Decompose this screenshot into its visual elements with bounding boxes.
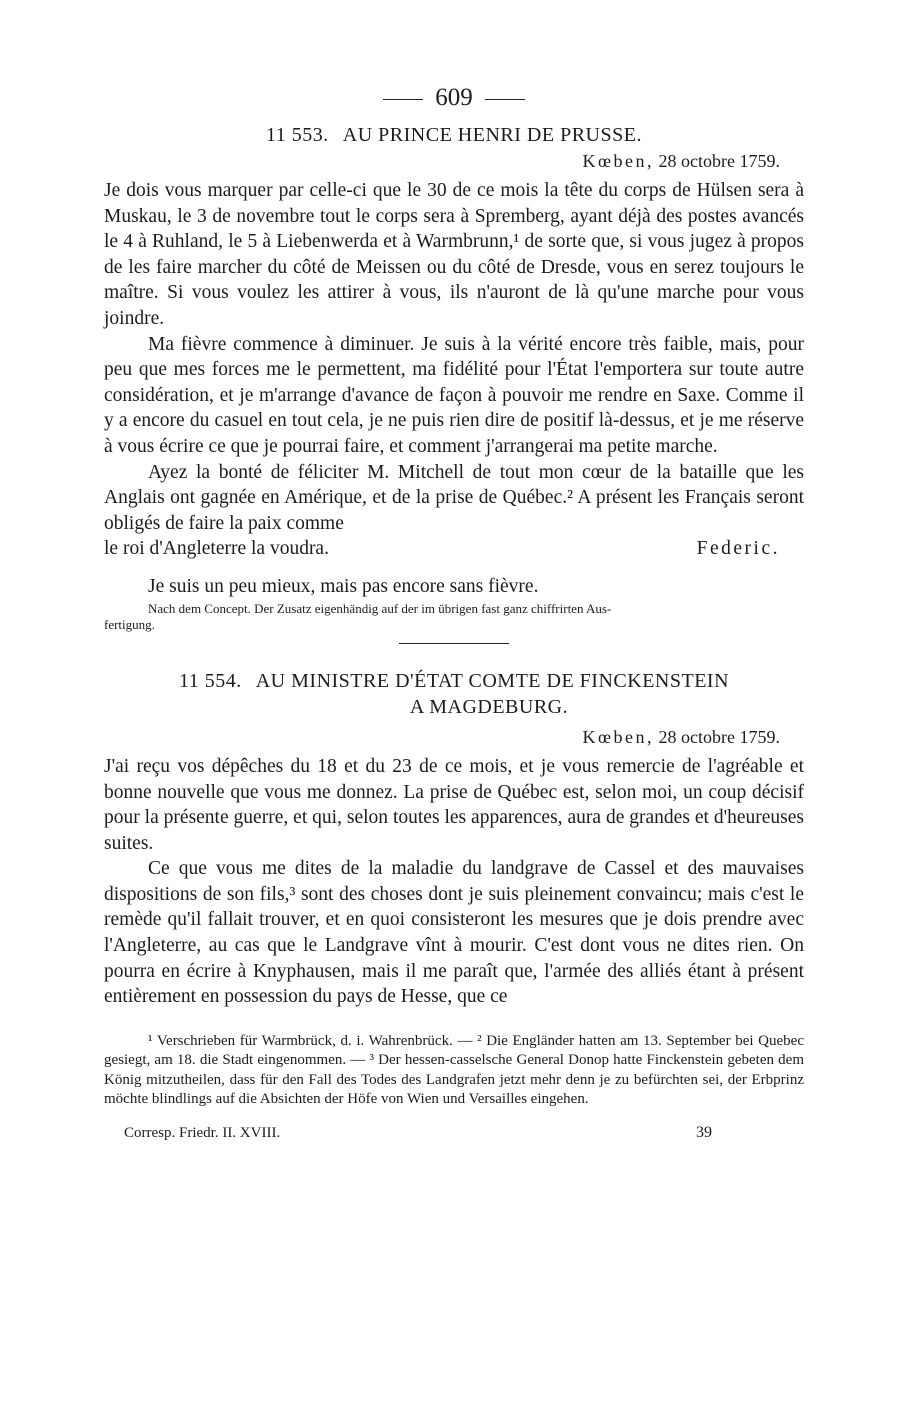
letter1-signature: Federic. [696, 538, 780, 560]
letter1-addressee: AU PRINCE HENRI DE PRUSSE. [342, 124, 642, 146]
page-number-dash-right [485, 99, 525, 100]
section-separator [399, 643, 509, 644]
letter2-body [104, 754, 804, 1010]
footnotes: ¹ Verschrieben für Warmbrück, d. i. Wahrenbrück. — ² Die Engländer hatten am 13. September bei Quebec gesiegt, am 18. die Stadt eingenommen. — ³ Der hessen-casselsche General Donop hatte Finckenstein gebeten dem König mitzutheilen, dass für den Fall des Todes des Landgrafen jetzt mehr denn je zu befürchten sei, der Erbprinz möchte blindlings auf die Absichten der Höfe von Wien und Versailles eingehen. [104, 1032, 804, 1108]
letter2-place: Kœben, [582, 726, 655, 747]
page-number-line [104, 78, 804, 118]
letter2-addressee-line-2: A MAGDEBURG. [409, 695, 569, 718]
letter1-signature-line [104, 536, 804, 562]
letter2-number: 11 554. [178, 669, 242, 692]
letter1-heading [104, 122, 804, 148]
letter2-paragraph-1: J'ai reçu vos dépêches du 18 et du 23 de ce mois, et je vous remercie de l'agréable et bonne nouvelle que vous me donnez. La prise de Québec est, selon moi, un coup décisif pour la présente guerre, et qui, selon toutes les apparences, aura de grandes et d'heureuses suites. [104, 755, 804, 854]
letter1-body [104, 178, 804, 562]
letter2-date: 28 octobre 1759. [658, 726, 780, 747]
letter1-paragraph-1: Je dois vous marquer par celle-ci que le 30 de ce mois la tête du corps de Hülsen sera à Muskau, le 3 de novembre tout le corps sera à Spremberg, ayant déjà des postes avancés le 4 à Ruhland, le 5 à Liebenwerda et à Warmbrunn,¹ de sorte que, si vous jugez à propos de les faire marcher du côté de Meissen ou du côté de Dresde, vous en serez toujours le maître. Si vous voulez les attirer à vous, ils n'auront de là qu'une marche pour vous joindre. [104, 180, 804, 329]
letter1-last-line: le roi d'Angleterre la voudra. [104, 538, 329, 560]
letter1-paragraph-3: Ayez la bonté de féliciter M. Mitchell de tout mon cœur de la bataille que les Anglais ont gagnée en Amérique, et de la prise de Québec.² A présent les Français seront obligés de faire la paix comme [104, 461, 804, 534]
letter1-date: 28 octobre 1759. [658, 151, 780, 171]
footer-sheet-number: 39 [696, 1124, 712, 1142]
letter2-heading-line-1 [104, 668, 804, 694]
letter1-paragraph-2: Ma fièvre commence à diminuer. Je suis à la vérité encore très faible, mais, pour peu que mes forces me le permettent, ma fidélité pour l'État l'emportera sur toute autre considération, et je m'arrange d'avance de façon à pouvoir me rendre en Saxe. Comme il y a encore du casuel en tout cela, je ne puis rien dire de positif là-dessus, et je me réserve à vous écrire ce que je pourrai faire, et comment j'arrangerai ma petite marche. [104, 333, 804, 457]
letter2-dateline [104, 724, 804, 750]
letter1-source-note [104, 601, 804, 633]
letter1-source-note-line-2: fertigung. [104, 616, 155, 632]
letter1-dateline [104, 148, 804, 174]
footer-series-title: Corresp. Friedr. II. XVIII. [124, 1125, 281, 1142]
letter2-paragraph-2: Ce que vous me dites de la maladie du landgrave de Cassel et des mauvaises dispositions de son fils,³ sont des choses dont je suis pleinement convaincu; mais c'est le remède qu'il fallait trouver, et en quoi consisteront les mesures que je dois prendre avec l'Angleterre, au cas que le Landgrave vînt à mourir. C'est dont vous ne dites rien. On pourra en écrire à Knyphausen, mais il me paraît que, l'armée des alliés étant à présent entièrement en possession du pays de Hesse, que ce [104, 858, 804, 1008]
page-number: 609 [435, 84, 473, 111]
letter2-heading [104, 668, 804, 720]
letter2-addressee-line-1: AU MINISTRE D'ÉTAT COMTE DE FINCKENSTEIN [255, 669, 730, 692]
letter1-source-note-line-1: Nach dem Concept. Der Zusatz eigenhändig auf der im übrigen fast ganz chiffrirten Aus- [148, 600, 612, 616]
page-footer [104, 1123, 804, 1143]
document-page [104, 78, 804, 1143]
letter1-place: Kœben, [582, 151, 655, 171]
letter1-number: 11 553. [266, 124, 329, 146]
page-number-dash-left [383, 99, 423, 100]
letter1-postscript: Je suis un peu mieux, mais pas encore sans fièvre. [148, 575, 539, 597]
